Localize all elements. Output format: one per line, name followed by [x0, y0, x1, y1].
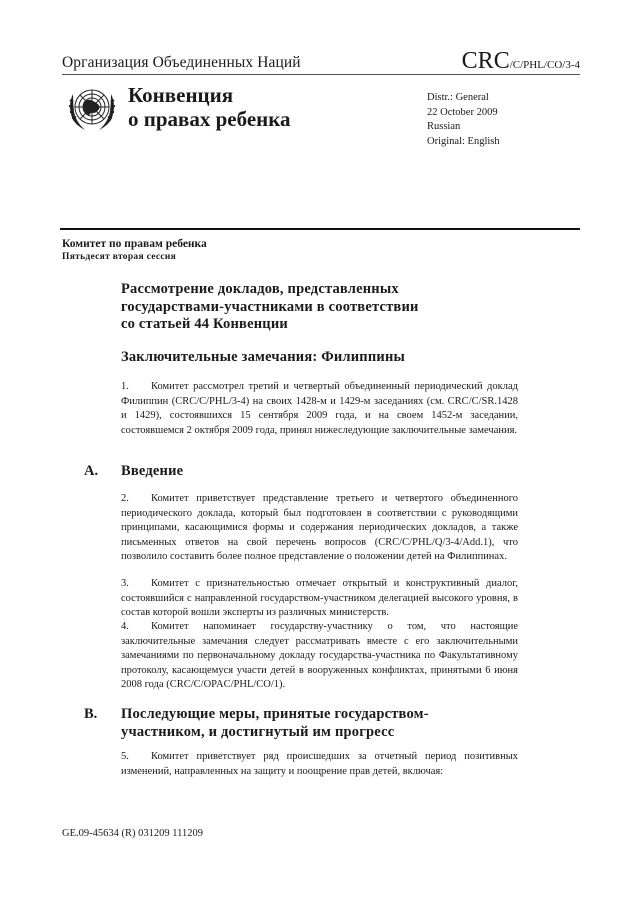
paragraph-text: Комитет рассмотрел третий и четвертый объединенный периодический доклад Филиппин (CRC/C/PHL/3-4) на своих 1428-м и 1429-м заседаниях (см. CRC/C/SR.1428 и 1429), состоявшихся 15 сентября 2009 года, и на своем 1452-м заседании, состоявшемся 2 октября 2009 года, принял нижеследующие заключительные замечания. — [121, 381, 518, 436]
date-line: 22 October 2009 — [427, 106, 498, 118]
concluding-observations-title: Заключительные замечания: Филиппины — [121, 349, 406, 365]
paragraph-number: 4. — [121, 621, 129, 632]
document-symbol-main: CRC — [461, 48, 510, 74]
section-a-title: Введение — [121, 463, 184, 479]
consideration-title — [121, 281, 419, 334]
section-b-title — [121, 706, 429, 741]
language-line: Russian — [427, 121, 461, 132]
distribution-block — [427, 91, 500, 149]
paragraph-text: Комитет напоминает государству-участнику о том, что настоящие заключительные замечания следует рассматривать вместе с его заключительными замечаниями по первоначальному докладу государства-участника по Факультативному протоколу, касающемуся участи детей в вооруженных конфликтах, принятыми 6 июня 2008 года (CRC/C/OPAC/PHL/CO/1). — [121, 621, 518, 690]
convention-title — [128, 83, 291, 131]
paragraph-number: 2. — [121, 493, 129, 504]
paragraph-text: Комитет приветствует ряд происшедших за отчетный период позитивных изменений, направленных на защиту и поощрение прав детей, включая: — [121, 751, 518, 777]
section-b-letter: B. — [84, 706, 98, 722]
organization-name: Организация Объединенных Наций — [62, 54, 301, 71]
paragraph-text: Комитет с признательностью отмечает открытый и конструктивный диалог, состоявшийся с направленной государством-участником делегацией высокого уровня, в состав которой вошли эксперты из различных министерств. — [121, 578, 518, 618]
paragraph-5 — [121, 750, 518, 779]
consideration-title-line-2: государствами-участниками в соответствии — [121, 298, 419, 315]
paragraph-text: Комитет приветствует представление третьего и четвертого объединенного периодического доклада, который был подготовлен в соответствии с руководящими принципами, касающимися формы и содержания периодических докладов, а также письменных ответов на свой перечень вопросов (CRC/C/PHL/Q/3-4/Add.1), что позволило составить более полное представление о положении детей на Филиппинах. — [121, 493, 518, 562]
session-name: Пятьдесят вторая сессия — [62, 252, 177, 262]
section-b-title-line-1: Последующие меры, принятые государством- — [121, 706, 429, 722]
section-b-title-line-2: участником, и достигнутый им прогресс — [121, 723, 395, 740]
distribution-line: Distr.: General — [427, 92, 489, 103]
paragraph-1 — [121, 380, 518, 438]
committee-name: Комитет по правам ребенка — [62, 238, 207, 250]
section-rule — [60, 228, 580, 230]
consideration-title-line-3: со статьей 44 Конвенции — [121, 316, 288, 332]
original-language-line: Original: English — [427, 135, 500, 147]
consideration-title-line-1: Рассмотрение докладов, представленных — [121, 281, 399, 297]
paragraph-2 — [121, 492, 518, 565]
job-number: GE.09-45634 (R) 031209 111209 — [62, 828, 203, 839]
document-symbol-suffix: /C/PHL/CO/3-4 — [509, 59, 580, 71]
convention-title-line-1: Конвенция — [128, 83, 234, 107]
paragraph-number: 3. — [121, 578, 129, 589]
un-emblem-icon — [64, 80, 120, 136]
section-a-letter: A. — [84, 463, 99, 479]
paragraph-number: 1. — [121, 381, 129, 392]
document-symbol — [462, 48, 580, 75]
paragraph-3 — [121, 577, 518, 621]
paragraph-4 — [121, 620, 518, 693]
paragraph-number: 5. — [121, 751, 129, 762]
header-rule — [62, 74, 580, 75]
convention-title-line-2: о правах ребенка — [128, 107, 291, 131]
